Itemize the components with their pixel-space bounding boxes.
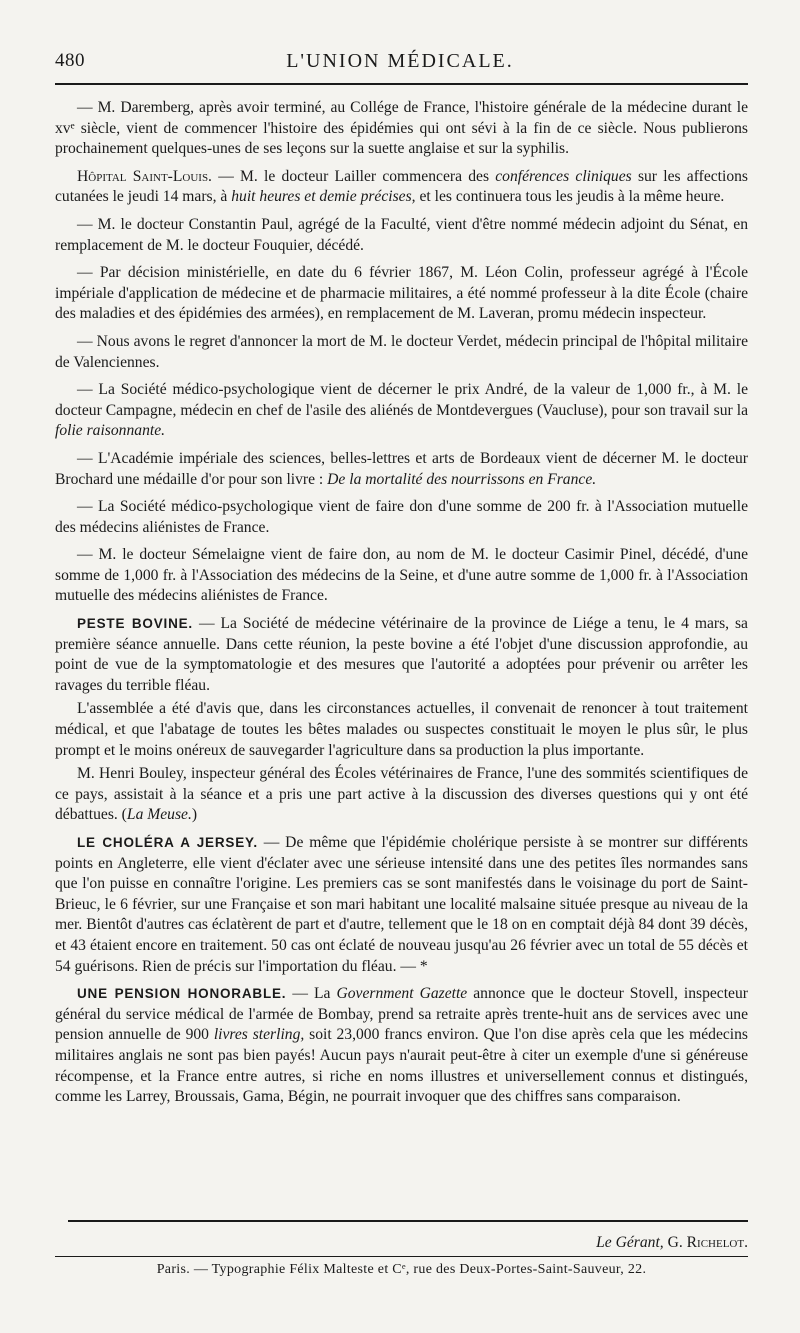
emphasis: huit heures et demie précises,	[231, 188, 416, 206]
header-rule	[55, 83, 748, 85]
footer-rule	[68, 1220, 748, 1222]
text-fragment: — L'Académie impériale des sciences, belles-lettres et arts de Bordeaux vient de décerner M. le docteur Brochard une médaille d'or pour son livre :	[55, 449, 748, 488]
rubric-peste-bovine: PESTE BOVINE.	[77, 616, 193, 632]
paragraph-daremberg: — M. Daremberg, après avoir terminé, au Collége de France, l'histoire générale de la médecine durant le xvᵉ siècle, vient de commencer l'histoire des épidémies qui ont sévi à la fin de ce siècle. Nous publierons prochainement quelques-unes de ses leçons sur la suette anglaise et sur la syphilis.	[55, 99, 748, 158]
emphasis: De la mortalité des nourrissons en France.	[327, 470, 597, 488]
text-fragment: M. Henri Bouley, inspecteur général des Écoles vétérinaires de France, l'une des sommités scientifiques de ce pays, assistait à la séance et a pris une part active à la discussion des diverses questions qui y ont été débattues. (	[55, 765, 748, 824]
emphasis: livres sterling,	[213, 1026, 305, 1044]
page-number: 480	[55, 50, 85, 71]
signature-name: G. Richelot.	[663, 1234, 748, 1251]
text-fragment: annonce que le docteur Stovell, inspecteur général du service médical de l'armée de Bombay, prend sa retraite après trente-huit ans de services avec une pension annuelle de 900	[55, 985, 748, 1044]
paragraph-pension-honorable	[55, 984, 748, 1108]
text-fragment: — La Société médico-psychologique vient de décerner le prix André, de la valeur de 1,000 fr., à M. le docteur Campagne, médecin en chef de l'asile des aliénés de Montdevergues (Vaucluse), pour son travail sur la	[55, 381, 748, 419]
emphasis: conférences cliniques	[495, 167, 632, 185]
journal-title: L'UNION MÉDICALE.	[286, 50, 514, 72]
rubric-cholera: LE CHOLÉRA A JERSEY.	[77, 835, 258, 850]
signature	[596, 1234, 748, 1252]
text-fragment: — La Société de médecine vétérinaire de la province de Liége a tenu, le 4 mars, sa première séance annuelle. Dans cette réunion, la peste bovine a été l'objet d'une discussion approfondie, au point de vue de la symptomatologie et des mesures que l'autorité a adoptées pour prévenir ou arrêter les ravages du terrible fléau.	[55, 615, 748, 694]
emphasis: La Meuse.	[126, 806, 192, 824]
text-fragment: )	[191, 806, 198, 824]
signature-title: Le Gérant,	[596, 1234, 664, 1251]
article-body	[55, 98, 748, 1115]
paragraph-leon-colin: — Par décision ministérielle, en date du 6 février 1867, M. Léon Colin, professeur agrégé à l'École impériale d'application de médecine et de pharmacie militaires, a été nommé professeur à la dite École (chaire des maladies et des épidémies des armées), en remplacement de M. Laveran, promu médecin inspecteur.	[55, 264, 748, 323]
page-header	[55, 50, 745, 80]
paragraph-semelaigne: — M. le docteur Sémelaigne vient de faire don, au nom de M. le docteur Casimir Pinel, décédé, d'une somme de 1,000 fr. à l'Association des médecins de la Seine, et d'une autre somme de 1,000 fr. à l'Association mutuelle des médecins aliénistes de France.	[55, 546, 748, 605]
imprint-rule	[55, 1256, 748, 1257]
rubric-hopital: Hôpital Saint-Louis.	[77, 167, 212, 185]
paragraph-henri-bouley	[55, 764, 748, 826]
paragraph-academie-bordeaux	[55, 449, 748, 490]
text-fragment: et les continuera tous les jeudis à la même heure.	[415, 188, 725, 206]
text-fragment: — De même que l'épidémie cholérique persiste à se montrer sur différents points en Angleterre, elle vient d'éclater avec une sérieuse intensité dans une des petites îles normandes sans que l'on puisse en connaître l'origine. Les premiers cas se sont manifestés dans le voisinage du port de Saint-Brieuc, le 6 février, sur une Française et son mari habitant une localité malsaine située presque au niveau de la mer. Bientôt d'autres cas éclatèrent de part et d'autre, tellement que le 18 on en comptait déjà 84 dont 39 décès, et 43 étaient encore en traitement. 50 cas ont éclaté de nouveau jusqu'au 26 février avec un total de 55 décès et 54 guérisons. Rien de précis sur l'importation du fléau. — *	[55, 834, 748, 975]
paragraph-don-societe: — La Société médico-psychologique vient de faire don d'une somme de 200 fr. à l'Association mutuelle des médecins aliénistes de France.	[55, 498, 748, 536]
rubric-pension: UNE PENSION HONORABLE.	[77, 986, 287, 1002]
paragraph-peste-bovine	[55, 614, 748, 696]
paragraph-prix-andre	[55, 380, 748, 442]
printer-imprint: Paris. — Typographie Félix Malteste et Cᵉ, rue des Deux-Portes-Saint-Sauveur, 22.	[156, 1262, 647, 1277]
emphasis: Government Gazette	[336, 985, 468, 1003]
text-fragment: sur les affections cutanées le jeudi 14 mars, à	[55, 167, 748, 206]
emphasis: folie raisonnante.	[55, 422, 166, 440]
text-fragment: — La	[286, 985, 337, 1003]
paragraph-assemblee: L'assemblée a été d'avis que, dans les circonstances actuelles, il convenait de renoncer à tout traitement médical, et que l'abatage de toutes les bêtes malades ou suspectes constituait le moyen le plus sûr, le plus prompt et le moins onéreux de sauvegarder l'agriculture dans sa production la plus importante.	[55, 700, 748, 759]
paragraph-cholera-jersey	[55, 833, 748, 977]
paragraph-constantin-paul: — M. le docteur Constantin Paul, agrégé de la Faculté, vient d'être nommé médecin adjoint du Sénat, en remplacement de M. le docteur Fouquier, décédé.	[55, 215, 748, 254]
paragraph-verdet: — Nous avons le regret d'annoncer la mort de M. le docteur Verdet, médecin principal de l'hôpital militaire de Valenciennes.	[55, 332, 748, 371]
text-fragment: — M. le docteur Lailler commencera des	[211, 167, 496, 185]
text-fragment: soit 23,000 francs environ. Que l'on dise après cela que les médecins militaires anglais ne sont pas bien payés! Aucun pays n'aurait peut-être à citer un exemple d'une si généreuse récompense, et la France entre autres, si riche en noms illustres et universellement connus et distingués, comme les Larrey, Broussais, Gama, Bégin, ne pourrait invoquer que des chiffres sans comparaison.	[55, 1026, 748, 1106]
paragraph-hopital-saint-louis	[55, 167, 748, 208]
